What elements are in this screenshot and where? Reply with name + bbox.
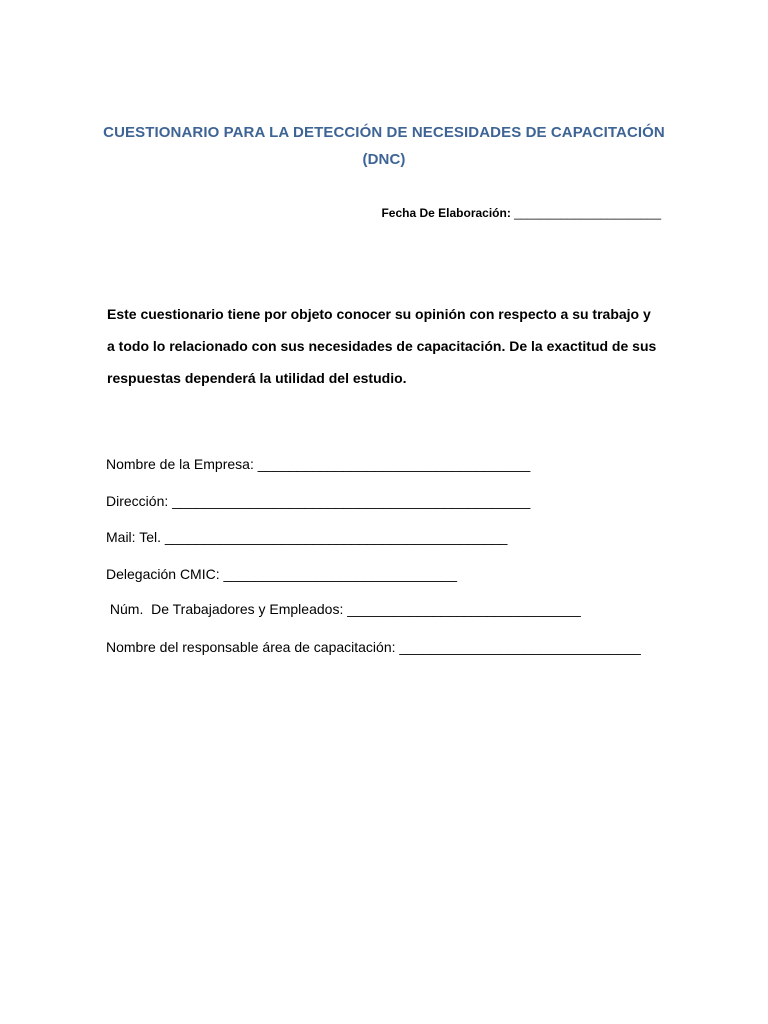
direccion-field: Dirección: ______________________________________________ <box>106 493 531 509</box>
responsable-capacitacion-field: Nombre del responsable área de capacitación: _______________________________ <box>106 639 641 655</box>
delegacion-cmic-field: Delegación CMIC: ______________________________ <box>106 566 458 582</box>
mail-tel-field: Mail: Tel. ____________________________________________ <box>106 529 508 545</box>
document-title: CUESTIONARIO PARA LA DETECCIÓN DE NECESIDADES DE CAPACITACIÓN <box>103 124 665 141</box>
nombre-empresa-field: Nombre de la Empresa: ___________________________________ <box>106 456 531 472</box>
fecha-elaboracion-blank: ______________________ <box>514 206 661 220</box>
num-trabajadores-field: Núm. De Trabajadores y Empleados: ______________________________ <box>106 601 581 617</box>
intro-paragraph-line: respuestas dependerá la utilidad del estudio. <box>107 370 407 386</box>
intro-paragraph-line: a todo lo relacionado con sus necesidades de capacitación. De la exactitud de sus <box>107 338 657 354</box>
fecha-elaboracion-label: Fecha De Elaboración: <box>381 206 515 220</box>
intro-paragraph-line: Este cuestionario tiene por objeto conocer su opinión con respecto a su trabajo y <box>107 306 651 322</box>
document-title-acronym: (DNC) <box>362 151 406 168</box>
fecha-elaboracion-field <box>381 206 661 220</box>
